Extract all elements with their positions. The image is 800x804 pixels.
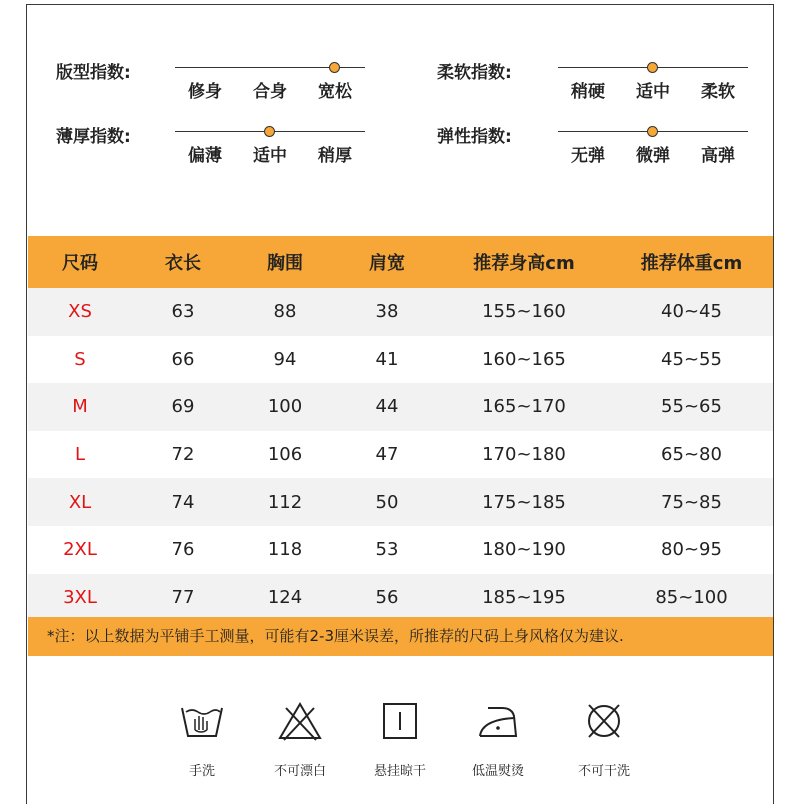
index-option: 无弹: [571, 146, 605, 166]
index-option: 稍硬: [571, 82, 605, 102]
table-cell: 185~195: [438, 574, 610, 622]
index-option: 柔软: [701, 82, 735, 102]
column-header: 肩宽: [336, 236, 438, 288]
table-cell: 180~190: [438, 526, 610, 574]
index-scale: [175, 121, 365, 166]
table-cell: 65~80: [610, 431, 773, 479]
table-cell: 47: [336, 431, 438, 479]
low-iron-icon: [472, 700, 524, 744]
table-cell: 74: [132, 478, 234, 526]
care-item-hang-dry: [360, 700, 440, 779]
care-label: 悬挂晾干: [373, 764, 426, 779]
table-cell: 63: [132, 288, 234, 336]
table-cell: 94: [234, 336, 336, 384]
column-header: 尺码: [28, 236, 132, 288]
table-cell: 45~55: [610, 336, 773, 384]
table-row: [28, 383, 773, 431]
table-cell: 69: [132, 383, 234, 431]
column-header: 推荐身高cm: [438, 236, 610, 288]
table-cell: 77: [132, 574, 234, 622]
table-cell: 40~45: [610, 288, 773, 336]
column-header: 胸围: [234, 236, 336, 288]
index-option: 偏薄: [188, 146, 222, 166]
table-cell: 66: [132, 336, 234, 384]
care-label: 手洗: [188, 764, 215, 779]
index-option: 宽松: [318, 82, 352, 102]
table-row: [28, 288, 773, 336]
no-dry-clean-icon: [578, 700, 630, 744]
table-cell: 100: [234, 383, 336, 431]
table-header-row: [28, 236, 773, 288]
index-marker: [647, 62, 658, 73]
index-option: 修身: [188, 82, 222, 102]
care-label: 不可干洗: [577, 764, 630, 779]
size-cell: XL: [28, 478, 132, 526]
index-option: 高弹: [701, 146, 735, 166]
hang-dry-icon: [374, 700, 426, 744]
table-cell: 53: [336, 526, 438, 574]
table-cell: 160~165: [438, 336, 610, 384]
care-label: 低温熨烫: [471, 764, 524, 779]
index-option: 合身: [253, 82, 287, 102]
hand-wash-icon: [176, 700, 228, 744]
index-title: 版型指数:: [56, 63, 131, 83]
index-scale: [175, 57, 365, 102]
index-title: 薄厚指数:: [56, 127, 131, 147]
size-cell: M: [28, 383, 132, 431]
table-row: [28, 526, 773, 574]
size-cell: S: [28, 336, 132, 384]
table-cell: 75~85: [610, 478, 773, 526]
table-cell: 155~160: [438, 288, 610, 336]
index-marker: [647, 126, 658, 137]
table-cell: 165~170: [438, 383, 610, 431]
table-cell: 76: [132, 526, 234, 574]
size-cell: L: [28, 431, 132, 479]
index-marker: [329, 62, 340, 73]
size-cell: 2XL: [28, 526, 132, 574]
care-label: 不可漂白: [273, 764, 326, 779]
table-cell: 72: [132, 431, 234, 479]
table-cell: 41: [336, 336, 438, 384]
table-row: [28, 336, 773, 384]
table-cell: 106: [234, 431, 336, 479]
care-item-low-iron: [458, 700, 538, 779]
index-option: 微弹: [636, 146, 670, 166]
size-table: [28, 236, 773, 621]
table-cell: 55~65: [610, 383, 773, 431]
measurement-note: *注：以上数据为平铺手工测量，可能有2-3厘米误差，所推荐的尺码上身风格仅为建议.: [28, 617, 773, 656]
table-row: [28, 574, 773, 622]
index-option: 稍厚: [318, 146, 352, 166]
care-item-no-bleach: [260, 700, 340, 779]
index-title: 弹性指数:: [437, 127, 512, 147]
table-cell: 118: [234, 526, 336, 574]
table-cell: 124: [234, 574, 336, 622]
table-cell: 80~95: [610, 526, 773, 574]
index-marker: [264, 126, 275, 137]
table-cell: 112: [234, 478, 336, 526]
table-cell: 38: [336, 288, 438, 336]
table-cell: 44: [336, 383, 438, 431]
index-title: 柔软指数:: [437, 63, 512, 83]
index-option: 适中: [636, 82, 670, 102]
index-option: 适中: [253, 146, 287, 166]
size-cell: 3XL: [28, 574, 132, 622]
no-bleach-icon: [274, 700, 326, 744]
table-cell: 175~185: [438, 478, 610, 526]
size-cell: XS: [28, 288, 132, 336]
table-cell: 56: [336, 574, 438, 622]
index-scale: [558, 57, 748, 102]
table-cell: 88: [234, 288, 336, 336]
table-cell: 170~180: [438, 431, 610, 479]
index-scale: [558, 121, 748, 166]
table-cell: 85~100: [610, 574, 773, 622]
table-row: [28, 431, 773, 479]
column-header: 衣长: [132, 236, 234, 288]
care-item-no-dry-clean: [564, 700, 644, 779]
table-row: [28, 478, 773, 526]
table-cell: 50: [336, 478, 438, 526]
column-header: 推荐体重cm: [610, 236, 773, 288]
care-item-hand-wash: [162, 700, 242, 779]
